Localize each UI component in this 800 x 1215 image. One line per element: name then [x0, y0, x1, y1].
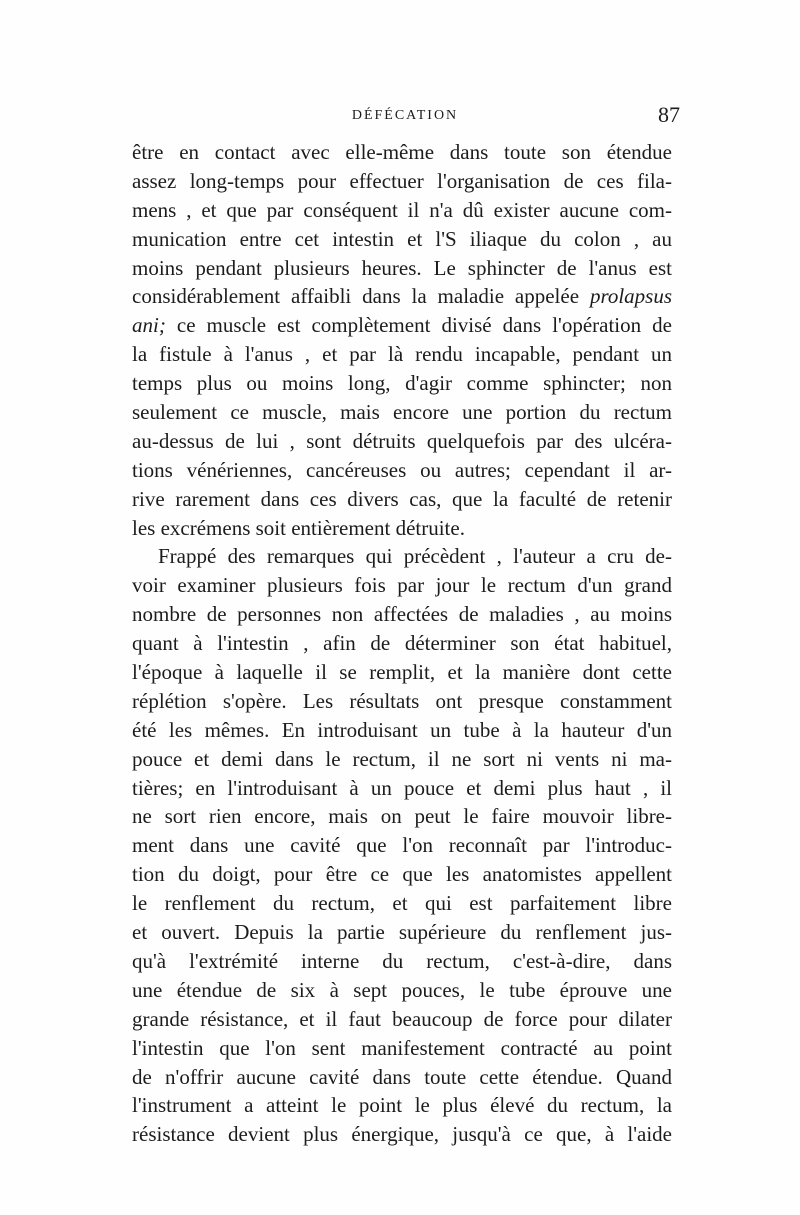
- body-text: [132, 138, 672, 1149]
- text-line: quant à l'intestin , afin de déterminer son état habituel,: [132, 631, 672, 656]
- text-line: moins pendant plusieurs heures. Le sphincter de l'anus est: [132, 255, 672, 280]
- text-line: rive rarement dans ces divers cas, que la faculté de retenir: [132, 486, 672, 511]
- text-line: tion du doigt, pour être ce que les anatomistes appellent: [132, 862, 672, 887]
- text-line: pouce et demi dans le rectum, il ne sort ni vents ni ma-: [132, 746, 672, 771]
- text-line: nombre de personnes non affectées de maladies , au moins: [132, 602, 672, 627]
- page-number: 87: [658, 102, 680, 127]
- text-line: être en contact avec elle-même dans toute son étendue: [132, 140, 672, 164]
- text-line: de n'offrir aucune cavité dans toute cette étendue. Quand: [132, 1064, 672, 1089]
- text-line: été les mêmes. En introduisant un tube à la hauteur d'un: [132, 717, 672, 742]
- text-line: l'intestin que l'on sent manifestement contracté au point: [132, 1035, 672, 1060]
- text-line: l'instrument a atteint le point le plus élevé du rectum, la: [132, 1093, 672, 1118]
- italic-term: prolapsus: [589, 284, 673, 309]
- text-line: [132, 311, 672, 340]
- text-line: l'époque à laquelle il se remplit, et la manière dont cette: [132, 660, 672, 685]
- text-line: temps plus ou moins long, d'agir comme sphincter; non: [132, 371, 672, 396]
- text-line: munication entre cet intestin et l'S iliaque du colon , au: [132, 226, 672, 251]
- text-line: réplétion s'opère. Les résultats ont presque constamment: [132, 688, 672, 713]
- text-line: et ouvert. Depuis la partie supérieure du renflement jus-: [132, 920, 672, 945]
- text-line: les excrémens soit entièrement détruite.: [132, 515, 465, 540]
- running-title: DÉFÉCATION: [351, 108, 459, 123]
- text-line: Frappé des remarques qui précèdent , l'auteur a cru de-: [158, 544, 672, 569]
- text-line: tions vénériennes, cancéreuses ou autres; cependant il ar-: [132, 457, 672, 482]
- text-line: au-dessus de lui , sont détruits quelquefois par des ulcéra-: [132, 428, 672, 453]
- text-line: grande résistance, et il faut beaucoup de force pour dilater: [132, 1006, 672, 1031]
- text-line: une étendue de six à sept pouces, le tube éprouve une: [132, 977, 672, 1002]
- text-line: qu'à l'extrémité interne du rectum, c'est-à-dire, dans: [132, 948, 672, 973]
- text-line: seulement ce muscle, mais encore une portion du rectum: [132, 400, 672, 425]
- text-line: [132, 282, 672, 311]
- text-line: mens , et que par conséquent il n'a dû exister aucune com-: [132, 197, 672, 222]
- text-line: assez long-temps pour effectuer l'organisation de ces fila-: [132, 168, 672, 193]
- text-line: voir examiner plusieurs fois par jour le rectum d'un grand: [132, 573, 672, 598]
- text-line: ne sort rien encore, mais on peut le faire mouvoir libre-: [132, 804, 672, 829]
- text-line: la fistule à l'anus , et par là rendu incapable, pendant un: [132, 342, 672, 367]
- text-line-segment: considérablement affaibli dans la maladie appelée: [132, 284, 580, 309]
- text-line-segment: ce muscle est complètement divisé dans l'opération de: [165, 313, 672, 338]
- text-line: tières; en l'introduisant à un pouce et demi plus haut , il: [132, 775, 672, 800]
- text-line: résistance devient plus énergique, jusqu'à ce que, à l'aide: [132, 1122, 672, 1147]
- italic-term: ani;: [132, 313, 166, 338]
- running-head: [130, 102, 680, 132]
- text-line: ment dans une cavité que l'on reconnaît par l'introduc-: [132, 833, 672, 858]
- text-line: le renflement du rectum, et qui est parfaitement libre: [132, 891, 672, 916]
